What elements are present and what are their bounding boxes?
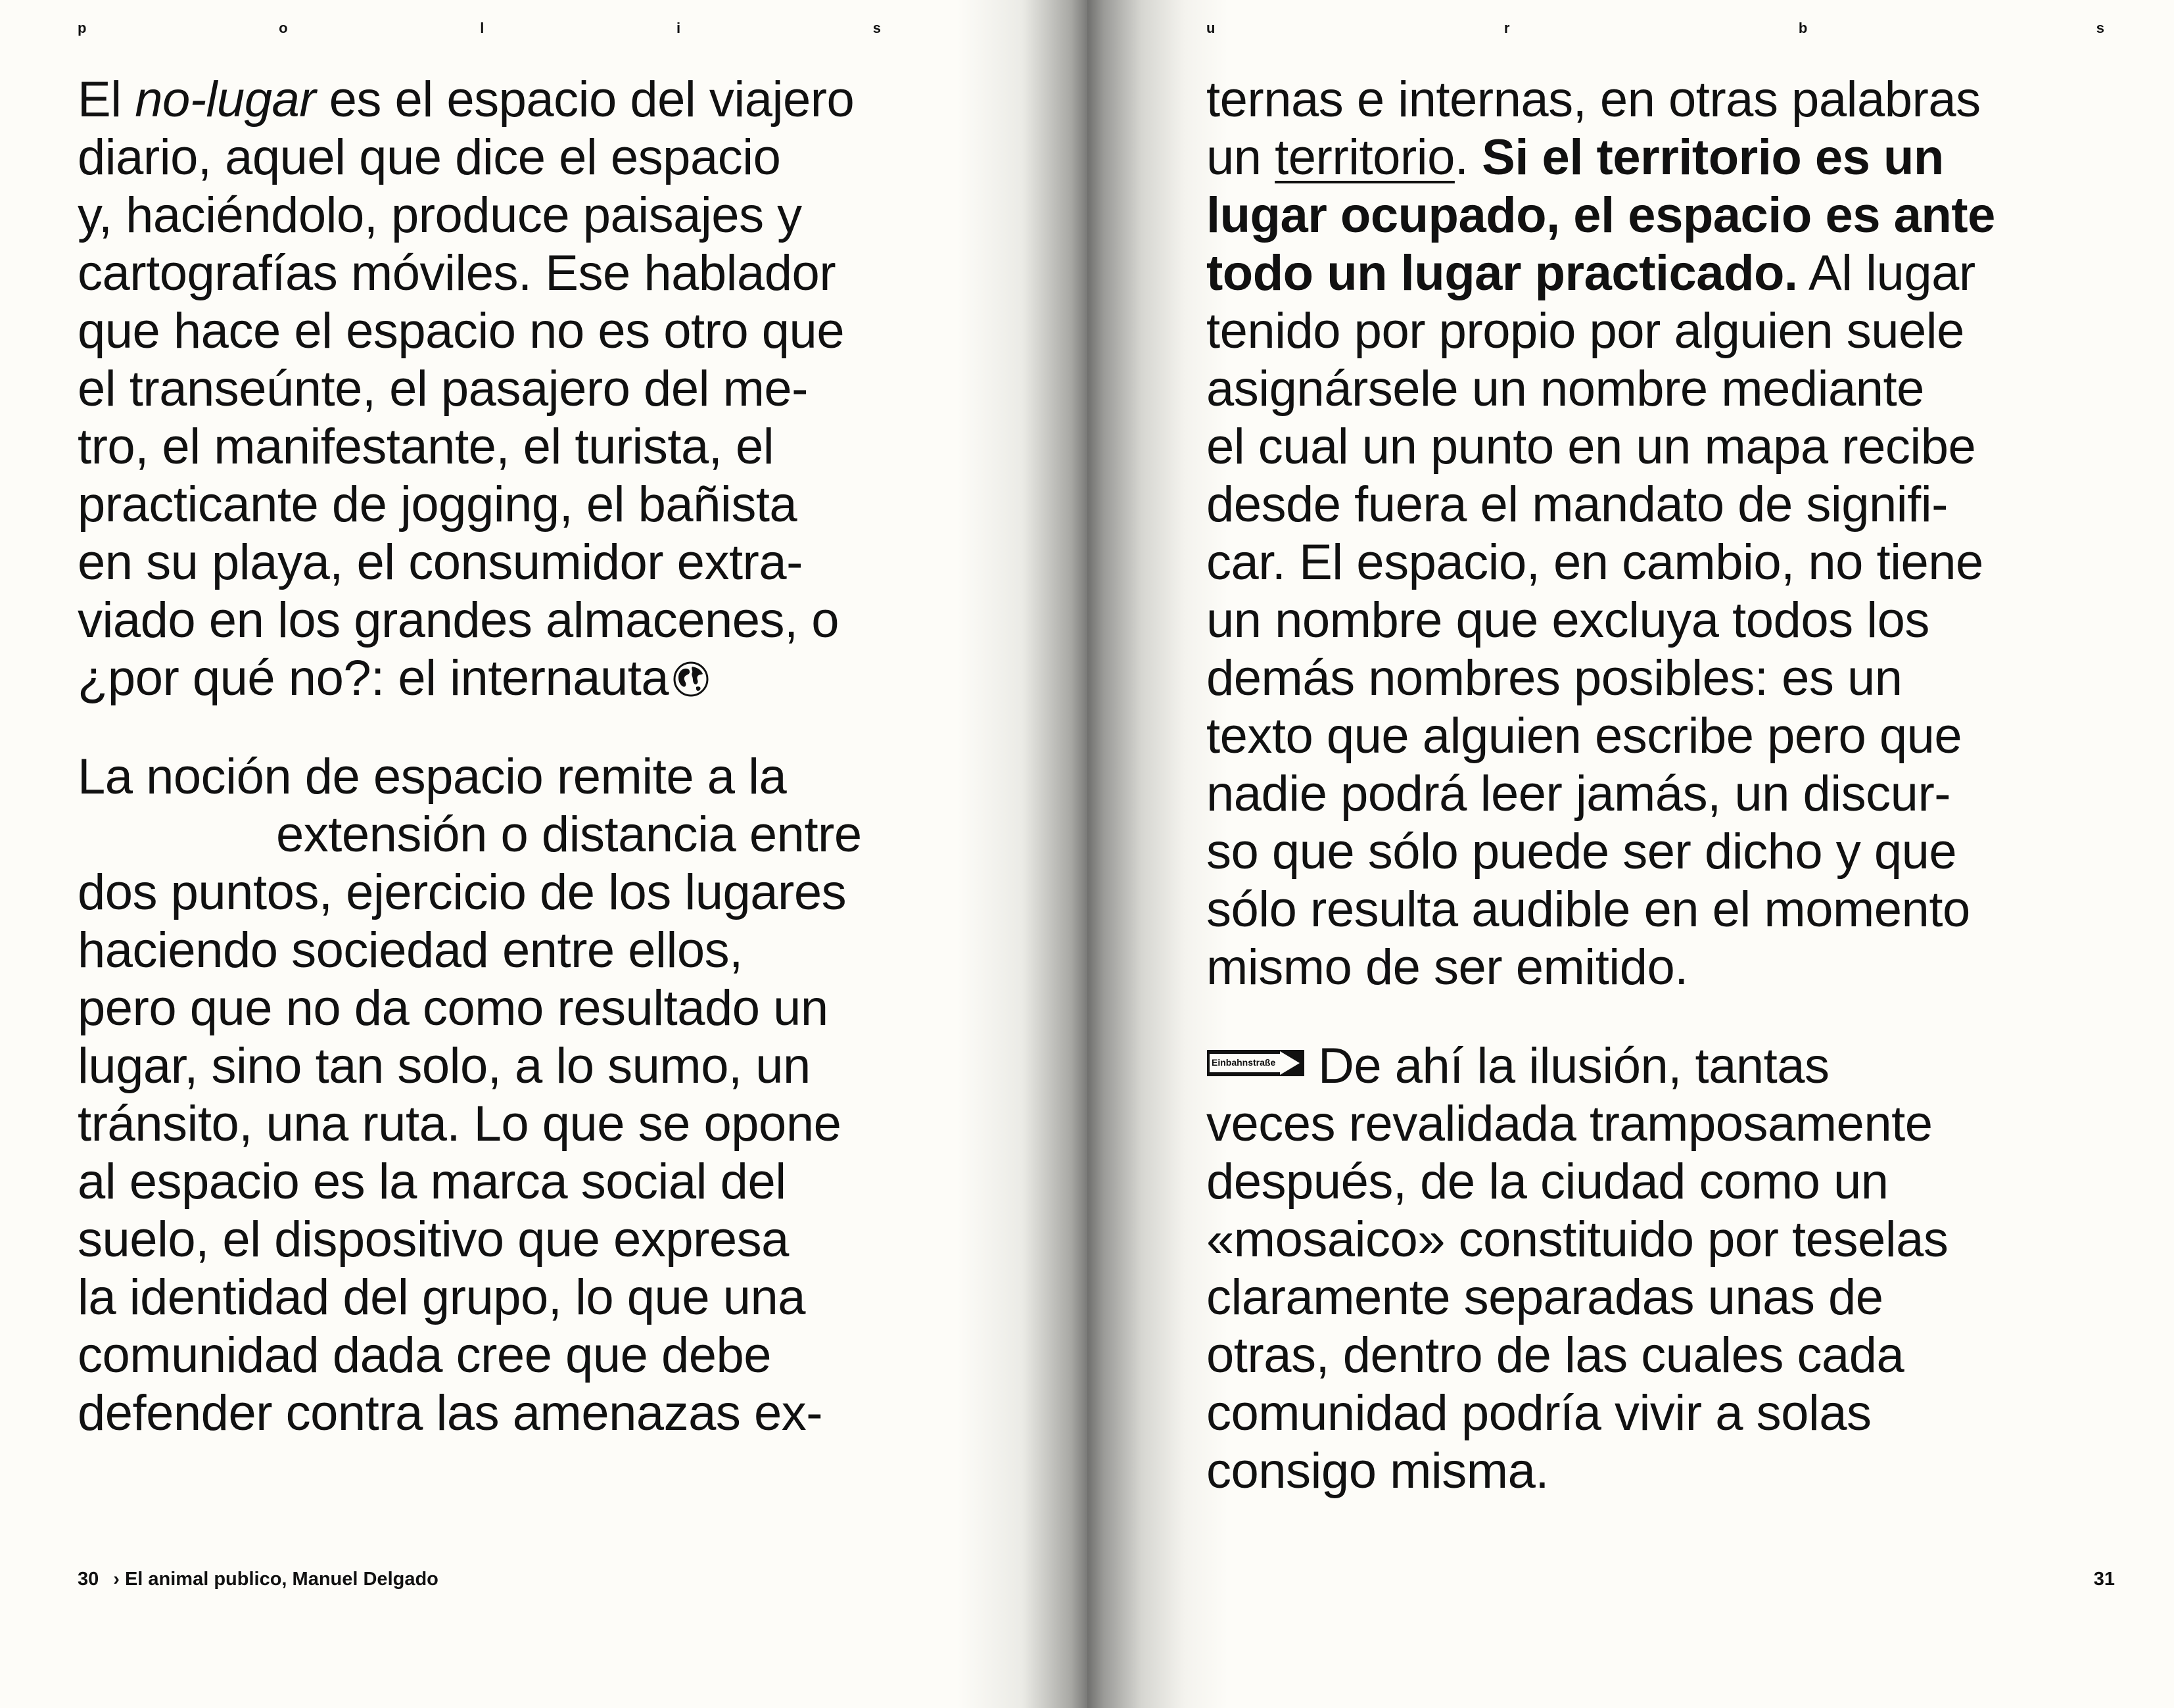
book-reference: El animal publico, Manuel Delgado (124, 1569, 438, 1590)
running-head-letter: p (78, 20, 87, 36)
text-line: car. El espacio, en cambio, no tiene (1206, 534, 1983, 590)
text-line: diario, aquel que dice el espacio (78, 130, 781, 185)
running-head-letter: o (279, 20, 288, 36)
text-line (78, 650, 1077, 707)
text-line: que hace el espacio no es otro que (78, 303, 845, 359)
text-line (78, 71, 1077, 129)
text-line: la identidad del grupo, lo que una (78, 1269, 806, 1325)
text-line: defender contra las amenazas ex- (78, 1385, 823, 1441)
text-line: sólo resulta audible en el momento (1206, 882, 1970, 937)
text-line: lugar, sino tan solo, a lo sumo, un (78, 1038, 811, 1094)
text-fragment: Al lugar (1797, 245, 1975, 301)
text-line: veces revalidada tramposamente (1206, 1096, 1933, 1152)
text-line: haciendo sociedad entre ellos, (78, 922, 743, 978)
paragraph (78, 748, 1077, 1442)
text-line (1206, 129, 2166, 187)
text-line (1206, 1037, 2166, 1095)
text-line: un nombre que excluya todos los (1206, 592, 1929, 648)
page-number: 30 (78, 1569, 99, 1590)
right-page (1087, 0, 2174, 1708)
text-line: en su playa, el consumidor extra- (78, 534, 803, 590)
text-line: tránsito, una ruta. Lo que se opone (78, 1096, 841, 1152)
text-line: tro, el manifestante, el turista, el (78, 419, 774, 475)
text-line: viado en los grandes almacenes, o (78, 592, 839, 648)
left-body-text (78, 71, 1077, 1483)
text-line (1206, 245, 2166, 302)
text-line: nadie podrá leer jamás, un discur- (1206, 766, 1951, 822)
running-head-letter: s (872, 20, 881, 36)
text-line: comunidad dada cree que debe (78, 1327, 772, 1383)
chevron-right-icon: › (113, 1569, 120, 1590)
page-number: 31 (2093, 1569, 2115, 1590)
text-line: pero que no da como resultado un (78, 980, 828, 1036)
text-line: dos puntos, ejercicio de los lugares (78, 865, 847, 920)
text-fragment: El (78, 72, 135, 128)
text-line: al espacio es la marca social del (78, 1154, 786, 1210)
globe-icon (673, 661, 709, 698)
running-head-left (78, 20, 881, 39)
text-fragment: es el espacio del viajero (316, 72, 855, 128)
text-line: asignársele un nombre mediante (1206, 361, 1924, 417)
text-line: desde fuera el mandato de signifi- (1206, 477, 1948, 533)
text-line: tenido por propio por alguien suele (1206, 303, 1964, 359)
underlined-term: territorio (1275, 130, 1455, 185)
bold-text: lugar ocupado, el espacio es ante (1206, 187, 1995, 243)
text-line: ternas e internas, en otras palabras (1206, 72, 1981, 128)
bold-text: todo un lugar practicado. (1206, 245, 1798, 301)
one-way-sign-icon (1206, 1046, 1305, 1080)
running-head-right (1206, 20, 2104, 39)
running-head-letter: i (676, 20, 681, 36)
text-line: «mosaico» constituido por teselas (1206, 1212, 1949, 1268)
text-line: La noción de espacio remite a la (78, 749, 787, 805)
text-line: demás nombres posibles: es un (1206, 650, 1902, 706)
text-line: cartografías móviles. Ese hablador (78, 245, 836, 301)
text-line: so que sólo puede ser dicho y que (1206, 824, 1957, 880)
text-line: mismo de ser emitido. (1206, 939, 1688, 995)
text-line (1206, 187, 2166, 245)
sign-label: Einbahnstraße (1212, 1057, 1276, 1068)
folio-right (2094, 1567, 2115, 1591)
text-line: claramente separadas unas de (1206, 1269, 1883, 1325)
text-line: el transeúnte, el pasajero del me- (78, 361, 808, 417)
bold-text: Si el territorio es un (1482, 130, 1944, 185)
text-line: practicante de jogging, el bañista (78, 477, 797, 533)
right-body-text (1206, 71, 2166, 1541)
folio-left (78, 1567, 438, 1591)
running-head-letter: s (2096, 20, 2104, 36)
paragraph (1206, 1037, 2166, 1500)
italic-term: no-lugar (135, 72, 316, 128)
text-line: texto que alguien escribe pero que (1206, 708, 1962, 764)
text-fragment: un (1206, 130, 1275, 185)
text-fragment: . (1454, 130, 1482, 185)
text-line: extensión o distancia entre (276, 807, 862, 863)
running-head-letter: u (1206, 20, 1216, 36)
text-fragment: De ahí la ilusión, tantas (1318, 1038, 1830, 1094)
running-head-letter: r (1503, 20, 1510, 36)
running-head-letter: b (1798, 20, 1808, 36)
paragraph (78, 71, 1077, 707)
text-line: suelo, el dispositivo que expresa (78, 1212, 789, 1268)
text-fragment: ¿por qué no?: el internauta (78, 650, 669, 706)
text-line: el cual un punto en un mapa recibe (1206, 419, 1976, 475)
text-line: consigo misma. (1206, 1443, 1549, 1499)
text-line: comunidad podría vivir a solas (1206, 1385, 1872, 1441)
paragraph (1206, 71, 2166, 997)
running-head-letter: l (480, 20, 484, 36)
text-line: después, de la ciudad como un (1206, 1154, 1889, 1210)
text-line: y, haciéndolo, produce paisajes y (78, 187, 802, 243)
text-line: otras, dentro de las cuales cada (1206, 1327, 1904, 1383)
